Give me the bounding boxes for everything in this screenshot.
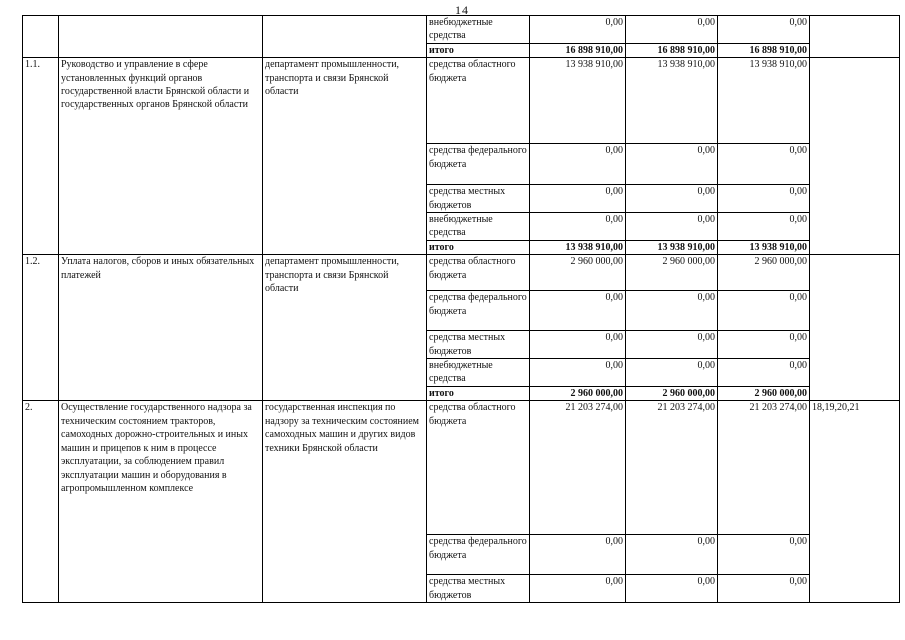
funding-source: средства местных бюджетов [427,185,530,213]
executor: государственная инспекция по надзору за техническим состоянием самоходных машин и других видов техники Брянской области [263,401,427,603]
funding-source: средства федерального бюджета [427,144,530,185]
amount-year-2: 0,00 [626,16,718,44]
executor: департамент промышленности, транспорта и связи Брянской области [263,58,427,255]
amount-year-3: 0,00 [718,185,810,213]
activity-name: Руководство и управление в сфере установленных функций органов государственной власти Брянской области и государственных органов Брянской области [59,58,263,255]
funding-source: итого [427,240,530,254]
amount-year-2: 0,00 [626,359,718,387]
amount-year-1: 0,00 [530,575,626,603]
amount-year-1: 2 960 000,00 [530,387,626,401]
row-number: 1.2. [23,255,59,401]
amount-year-3: 0,00 [718,359,810,387]
amount-year-2: 13 938 910,00 [626,240,718,254]
table-row [23,401,900,535]
amount-year-1: 0,00 [530,16,626,44]
amount-year-1: 13 938 910,00 [530,240,626,254]
amount-year-3: 0,00 [718,16,810,44]
amount-year-1: 0,00 [530,291,626,331]
funding-source: средства федерального бюджета [427,291,530,331]
amount-year-1: 0,00 [530,213,626,241]
amount-year-3: 16 898 910,00 [718,43,810,57]
funding-source: средства федерального бюджета [427,535,530,575]
amount-year-3: 0,00 [718,213,810,241]
amount-year-1: 0,00 [530,185,626,213]
funding-source: средства областного бюджета [427,255,530,291]
funding-source: средства местных бюджетов [427,331,530,359]
amount-year-2: 0,00 [626,575,718,603]
amount-year-1: 0,00 [530,535,626,575]
amount-year-1: 21 203 274,00 [530,401,626,535]
table-row [23,16,900,44]
funding-source: внебюджетные средства [427,359,530,387]
funding-source: итого [427,43,530,57]
amount-year-3: 13 938 910,00 [718,240,810,254]
amount-year-3: 2 960 000,00 [718,255,810,291]
indicator-codes [810,16,900,58]
amount-year-2: 0,00 [626,144,718,185]
amount-year-2: 0,00 [626,535,718,575]
amount-year-3: 2 960 000,00 [718,387,810,401]
indicator-codes [810,255,900,401]
amount-year-2: 13 938 910,00 [626,58,718,144]
executor [263,16,427,58]
amount-year-3: 0,00 [718,144,810,185]
amount-year-2: 16 898 910,00 [626,43,718,57]
amount-year-3: 13 938 910,00 [718,58,810,144]
amount-year-2: 2 960 000,00 [626,255,718,291]
activity-name: Уплата налогов, сборов и иных обязательных платежей [59,255,263,401]
amount-year-1: 13 938 910,00 [530,58,626,144]
amount-year-2: 0,00 [626,291,718,331]
funding-source: внебюджетные средства [427,16,530,44]
table-row [23,255,900,291]
indicator-codes: 18,19,20,21 [810,401,900,603]
table-row [23,58,900,144]
activity-name: Осуществление государственного надзора за техническим состоянием тракторов, самоходных дорожно-строительных и иных машин и прицепов к ним в процессе эксплуатации, за соблюдением правил эксплуатации машин и оборудования в агропромышленном комплексе [59,401,263,603]
amount-year-3: 21 203 274,00 [718,401,810,535]
row-number [23,16,59,58]
row-number: 2. [23,401,59,603]
activity-name [59,16,263,58]
amount-year-1: 2 960 000,00 [530,255,626,291]
amount-year-2: 0,00 [626,213,718,241]
amount-year-3: 0,00 [718,331,810,359]
amount-year-2: 2 960 000,00 [626,387,718,401]
amount-year-1: 16 898 910,00 [530,43,626,57]
amount-year-1: 0,00 [530,359,626,387]
funding-source: итого [427,387,530,401]
amount-year-1: 0,00 [530,144,626,185]
amount-year-2: 0,00 [626,331,718,359]
amount-year-2: 0,00 [626,185,718,213]
funding-source: средства областного бюджета [427,58,530,144]
amount-year-3: 0,00 [718,535,810,575]
amount-year-3: 0,00 [718,575,810,603]
row-number: 1.1. [23,58,59,255]
amount-year-3: 0,00 [718,291,810,331]
funding-source: средства местных бюджетов [427,575,530,603]
funding-source: средства областного бюджета [427,401,530,535]
budget-table [22,15,900,603]
indicator-codes [810,58,900,255]
funding-source: внебюджетные средства [427,213,530,241]
amount-year-1: 0,00 [530,331,626,359]
page-number: 14 [455,3,469,17]
executor: департамент промышленности, транспорта и связи Брянской области [263,255,427,401]
amount-year-2: 21 203 274,00 [626,401,718,535]
